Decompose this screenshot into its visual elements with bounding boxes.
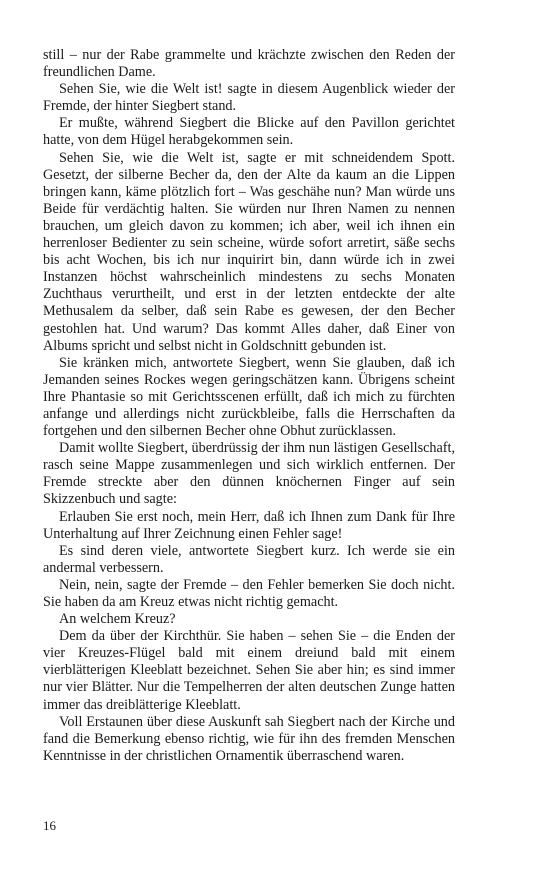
paragraph-3: Er mußte, während Siegbert die Blicke auf den Pavillon gerichtet hatte, von dem Hügel herabgekommen sein. bbox=[43, 115, 455, 149]
paragraph-11: Dem da über der Kirchthür. Sie haben – sehen Sie – die Enden der vier Kreuzes-Flügel bald mit einem dreiund bald mit einem vierblätterigen Kleeblatt bezeichnet. Sehen Sie aber hin; es sind immer nur vier Blätter. Nur die Tempelherren der alten deutschen Zunge hatten immer das dreiblätterige Kleeblatt. bbox=[43, 628, 455, 713]
paragraph-4: Sehen Sie, wie die Welt ist, sagte er mit schneidendem Spott. Gesetzt, der silberne Becher da, den der Alte da kaum an die Lippen bringen kann, käme plötzlich fort – Was geschähe nun? Man würde uns Beide für verdächtig halten. Sie würden nur Ihren Namen zu nennen brauchen, um gleich davon zu kommen; ich aber, weil ich ihnen ein herrenloser Bedienter zu sein scheine, würde sofort arretirt, säße sechs bis acht Wochen, bis ich nur inquirirt bin, dann würde ich in zwei Instanzen höchst wahrscheinlich mindestens zu sechs Monaten Zuchthaus verurtheilt, und erst in der letzten entdeckte der alte Methusalem da selber, daß sein Rabe es gewesen, der den Becher gestohlen hat. Und warum? Das kommt Alles daher, daß Einer von Albums spricht und selbst nicht in Goldschnitt gebunden ist. bbox=[43, 149, 455, 354]
paragraph-8: Es sind deren viele, antwortete Siegbert kurz. Ich werde sie ein andermal verbessern. bbox=[43, 542, 455, 576]
page-number: 16 bbox=[43, 818, 56, 833]
paragraph-6: Damit wollte Siegbert, überdrüssig der ihm nun lästigen Gesellschaft, rasch seine Mappe zusammenlegen und sich wirklich entfernen. Der Fremde streckte aber den dünnen knöchernen Finger auf sein Skizzenbuch und sagte: bbox=[43, 440, 455, 508]
paragraph-12: Voll Erstaunen über diese Auskunft sah Siegbert nach der Kirche und fand die Bemerkung ebenso richtig, wie für ihn des fremden Menschen Kenntnisse in der christlichen Ornamentik überraschend waren. bbox=[43, 713, 455, 764]
paragraph-5: Sie kränken mich, antwortete Siegbert, wenn Sie glauben, daß ich Jemanden seines Rockes wegen geringschätzen kann. Übrigens scheint Ihre Phantasie so mit Gerichtsscenen erfüllt, daß ich mich zu fürchten anfange und allerdings nicht zurückbleibe, falls die Herrschaften da fortgehen und den silbernen Becher ohne Obhut zurücklassen. bbox=[43, 354, 455, 440]
paragraph-10: An welchem Kreuz? bbox=[59, 611, 176, 628]
paragraph-2: Sehen Sie, wie die Welt ist! sagte in diesem Augenblick wieder der Fremde, der hinter Siegbert stand. bbox=[43, 81, 455, 115]
text-body bbox=[43, 47, 455, 765]
paragraph-7: Erlauben Sie erst noch, mein Herr, daß ich Ihnen zum Dank für Ihre Unterhaltung auf Ihrer Zeichnung einen Fehler sage! bbox=[43, 508, 455, 542]
paragraph-1: still – nur der Rabe grammelte und krächzte zwischen den Reden der freundlichen Dame. bbox=[43, 47, 455, 81]
paragraph-9: Nein, nein, sagte der Fremde – den Fehler bemerken Sie doch nicht. Sie haben da am Kreuz etwas nicht richtig gemacht. bbox=[43, 576, 455, 610]
